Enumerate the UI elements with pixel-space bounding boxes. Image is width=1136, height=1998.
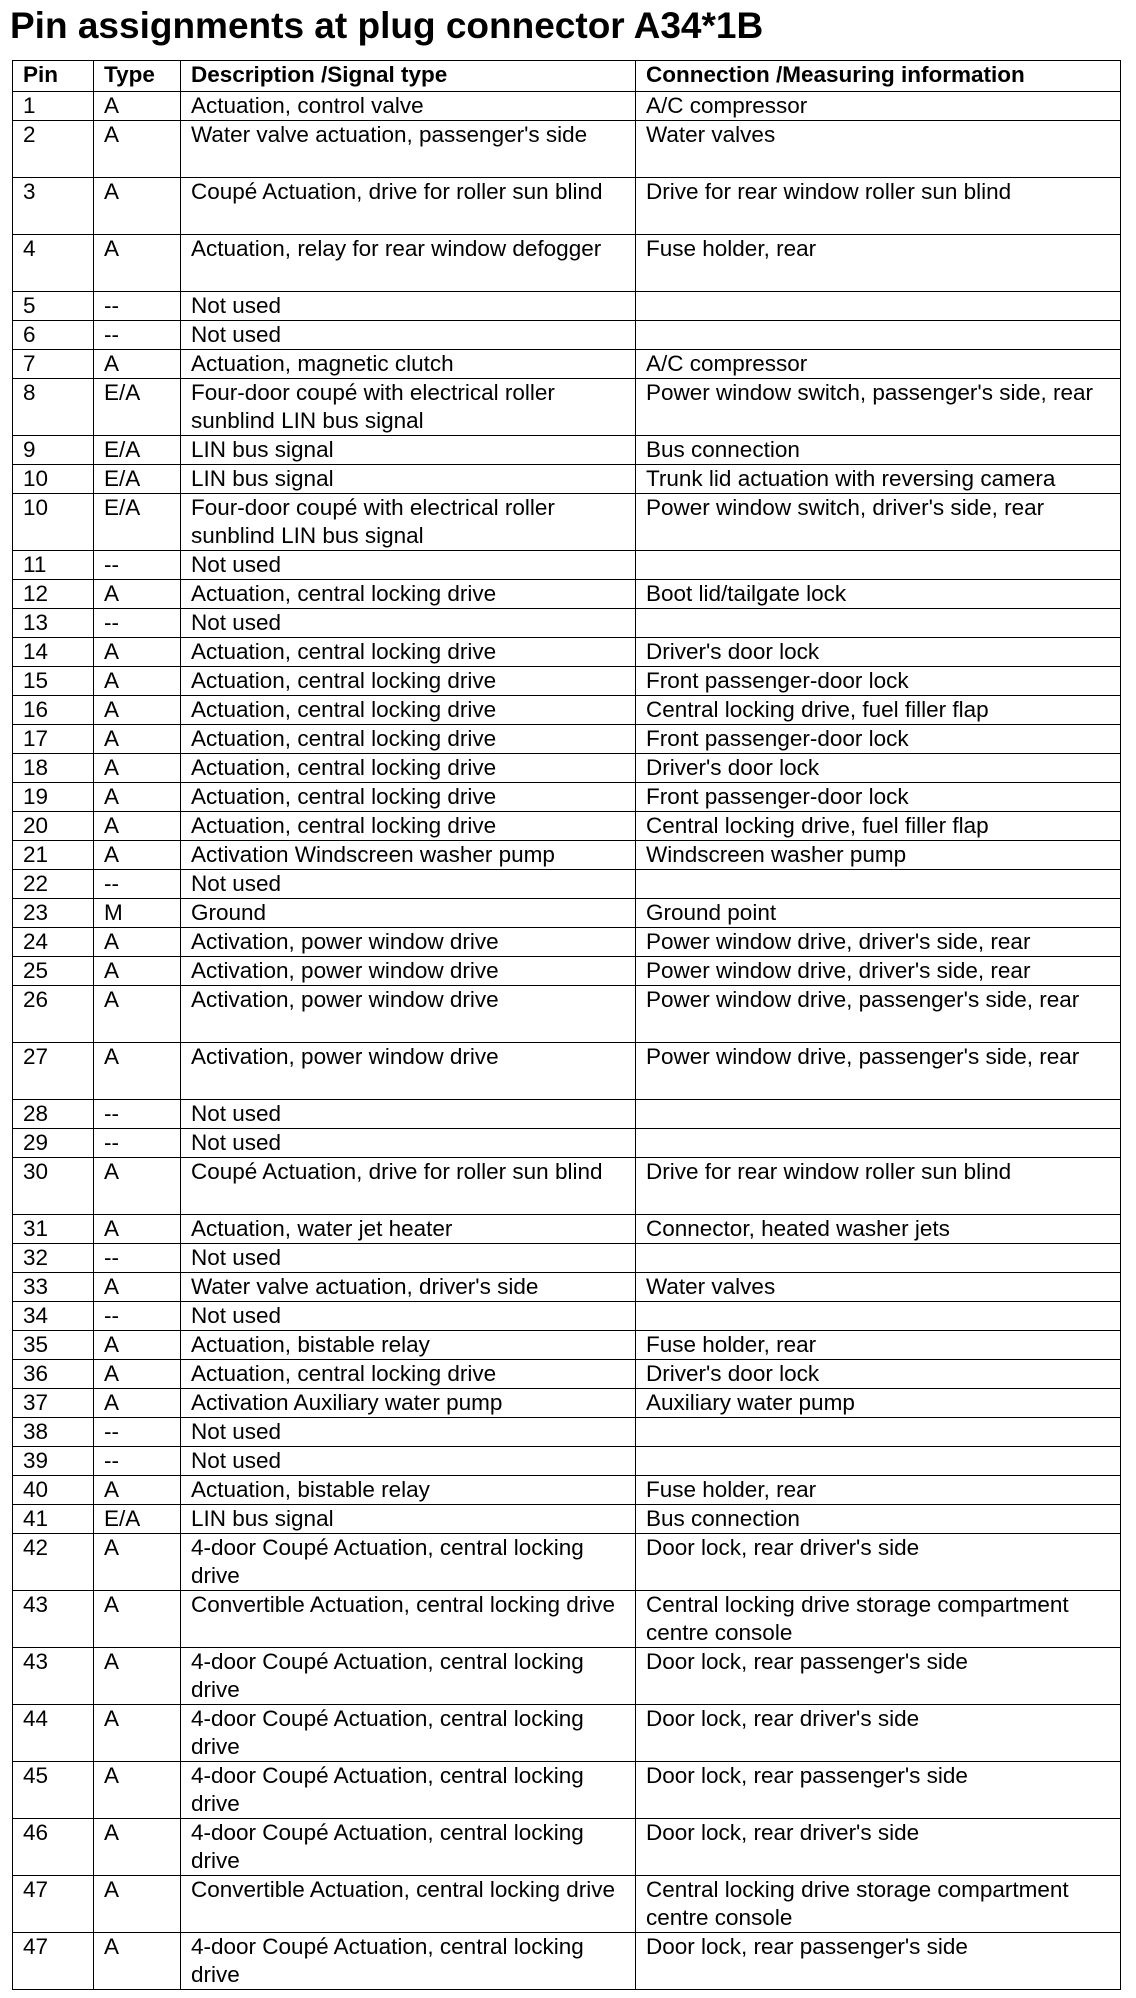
table-row (13, 1591, 1121, 1648)
cell-connection: Power window drive, passenger's side, rear (636, 1043, 1121, 1100)
table-row (13, 1505, 1121, 1534)
cell-pin: 25 (13, 957, 94, 986)
pin-assignment-table (12, 60, 1121, 1990)
cell-connection (636, 1302, 1121, 1331)
cell-description: Convertible Actuation, central locking drive (181, 1876, 636, 1933)
cell-pin: 20 (13, 812, 94, 841)
cell-description: Four-door coupé with electrical roller sunblind LIN bus signal (181, 379, 636, 436)
cell-description: Activation Auxiliary water pump (181, 1389, 636, 1418)
table-row (13, 1100, 1121, 1129)
cell-pin: 1 (13, 92, 94, 121)
cell-description: Actuation, control valve (181, 92, 636, 121)
cell-description: Four-door coupé with electrical roller sunblind LIN bus signal (181, 494, 636, 551)
cell-description: Not used (181, 1302, 636, 1331)
cell-connection (636, 609, 1121, 638)
cell-description: Actuation, magnetic clutch (181, 350, 636, 379)
table-row (13, 551, 1121, 580)
table-row (13, 957, 1121, 986)
cell-connection: Auxiliary water pump (636, 1389, 1121, 1418)
cell-description: Not used (181, 1447, 636, 1476)
cell-type: -- (94, 1302, 181, 1331)
table-row (13, 667, 1121, 696)
table-row (13, 1129, 1121, 1158)
cell-pin: 21 (13, 841, 94, 870)
table-row (13, 321, 1121, 350)
cell-type: A (94, 1043, 181, 1100)
cell-type: -- (94, 1244, 181, 1273)
cell-description: Actuation, relay for rear window defogger (181, 235, 636, 292)
table-row (13, 899, 1121, 928)
cell-pin: 32 (13, 1244, 94, 1273)
cell-pin: 30 (13, 1158, 94, 1215)
table-row (13, 986, 1121, 1043)
cell-pin: 5 (13, 292, 94, 321)
cell-pin: 43 (13, 1648, 94, 1705)
cell-type: A (94, 696, 181, 725)
cell-type: A (94, 638, 181, 667)
cell-pin: 41 (13, 1505, 94, 1534)
cell-connection: Boot lid/tailgate lock (636, 580, 1121, 609)
cell-pin: 9 (13, 436, 94, 465)
cell-description: 4-door Coupé Actuation, central locking drive (181, 1762, 636, 1819)
cell-connection (636, 321, 1121, 350)
cell-connection: Windscreen washer pump (636, 841, 1121, 870)
cell-pin: 15 (13, 667, 94, 696)
cell-connection: Front passenger-door lock (636, 725, 1121, 754)
cell-type: A (94, 667, 181, 696)
cell-type: A (94, 1648, 181, 1705)
cell-description: Actuation, central locking drive (181, 783, 636, 812)
cell-connection: Trunk lid actuation with reversing camera (636, 465, 1121, 494)
cell-description: Not used (181, 609, 636, 638)
cell-connection: Driver's door lock (636, 754, 1121, 783)
cell-connection: Fuse holder, rear (636, 1476, 1121, 1505)
cell-type: A (94, 1876, 181, 1933)
cell-pin: 16 (13, 696, 94, 725)
cell-connection: Water valves (636, 1273, 1121, 1302)
cell-description: Actuation, central locking drive (181, 638, 636, 667)
cell-description: LIN bus signal (181, 1505, 636, 1534)
table-row (13, 783, 1121, 812)
cell-type: A (94, 1158, 181, 1215)
cell-type: A (94, 1933, 181, 1990)
cell-description: Not used (181, 1418, 636, 1447)
cell-type: A (94, 178, 181, 235)
table-body (13, 92, 1121, 1990)
cell-connection: Ground point (636, 899, 1121, 928)
cell-pin: 14 (13, 638, 94, 667)
table-row (13, 292, 1121, 321)
cell-connection: Bus connection (636, 436, 1121, 465)
cell-connection: Power window drive, driver's side, rear (636, 928, 1121, 957)
cell-type: A (94, 235, 181, 292)
table-row (13, 350, 1121, 379)
cell-connection: Door lock, rear passenger's side (636, 1762, 1121, 1819)
cell-connection: Door lock, rear driver's side (636, 1819, 1121, 1876)
cell-connection: Driver's door lock (636, 1360, 1121, 1389)
table-row (13, 609, 1121, 638)
cell-type: -- (94, 1129, 181, 1158)
cell-type: A (94, 1389, 181, 1418)
table-row (13, 1534, 1121, 1591)
table-row (13, 1476, 1121, 1505)
table-row (13, 870, 1121, 899)
table-row (13, 494, 1121, 551)
table-row (13, 928, 1121, 957)
cell-pin: 45 (13, 1762, 94, 1819)
cell-type: E/A (94, 436, 181, 465)
cell-type: A (94, 812, 181, 841)
cell-description: Actuation, bistable relay (181, 1476, 636, 1505)
table-row (13, 580, 1121, 609)
cell-pin: 47 (13, 1933, 94, 1990)
cell-type: -- (94, 551, 181, 580)
cell-description: Actuation, central locking drive (181, 812, 636, 841)
cell-connection: Connector, heated washer jets (636, 1215, 1121, 1244)
cell-type: -- (94, 321, 181, 350)
cell-connection: Central locking drive, fuel filler flap (636, 812, 1121, 841)
column-header-connection: Connection /Measuring information (636, 61, 1121, 92)
cell-connection (636, 551, 1121, 580)
table-row (13, 812, 1121, 841)
cell-connection: Power window switch, passenger's side, rear (636, 379, 1121, 436)
cell-description: Actuation, bistable relay (181, 1331, 636, 1360)
page-title: Pin assignments at plug connector A34*1B (10, 5, 764, 46)
cell-type: A (94, 580, 181, 609)
cell-pin: 40 (13, 1476, 94, 1505)
cell-pin: 19 (13, 783, 94, 812)
cell-description: 4-door Coupé Actuation, central locking drive (181, 1648, 636, 1705)
cell-pin: 44 (13, 1705, 94, 1762)
cell-pin: 29 (13, 1129, 94, 1158)
table-row (13, 1043, 1121, 1100)
cell-type: M (94, 899, 181, 928)
cell-description: Actuation, central locking drive (181, 696, 636, 725)
cell-connection (636, 1100, 1121, 1129)
cell-pin: 43 (13, 1591, 94, 1648)
cell-connection: Driver's door lock (636, 638, 1121, 667)
table-row (13, 92, 1121, 121)
cell-type: -- (94, 609, 181, 638)
cell-connection (636, 1418, 1121, 1447)
cell-type: -- (94, 292, 181, 321)
cell-description: Water valve actuation, passenger's side (181, 121, 636, 178)
cell-description: Not used (181, 321, 636, 350)
cell-pin: 17 (13, 725, 94, 754)
cell-description: Activation, power window drive (181, 1043, 636, 1100)
cell-description: Activation, power window drive (181, 986, 636, 1043)
table-row (13, 235, 1121, 292)
cell-connection: Door lock, rear driver's side (636, 1705, 1121, 1762)
table-row (13, 725, 1121, 754)
table-row (13, 1273, 1121, 1302)
cell-connection: Power window drive, passenger's side, rear (636, 986, 1121, 1043)
cell-description: Actuation, water jet heater (181, 1215, 636, 1244)
cell-description: Coupé Actuation, drive for roller sun blind (181, 1158, 636, 1215)
cell-connection: Door lock, rear passenger's side (636, 1648, 1121, 1705)
cell-description: Not used (181, 870, 636, 899)
cell-connection: A/C compressor (636, 92, 1121, 121)
table-row (13, 121, 1121, 178)
cell-pin: 6 (13, 321, 94, 350)
cell-connection: A/C compressor (636, 350, 1121, 379)
cell-type: A (94, 1273, 181, 1302)
cell-connection: Fuse holder, rear (636, 1331, 1121, 1360)
cell-connection (636, 870, 1121, 899)
cell-type: -- (94, 870, 181, 899)
cell-description: Not used (181, 1129, 636, 1158)
cell-type: A (94, 841, 181, 870)
cell-type: E/A (94, 379, 181, 436)
table-row (13, 1215, 1121, 1244)
cell-description: Activation Windscreen washer pump (181, 841, 636, 870)
table-row (13, 638, 1121, 667)
cell-description: Coupé Actuation, drive for roller sun blind (181, 178, 636, 235)
table-row (13, 1933, 1121, 1990)
table-row (13, 1331, 1121, 1360)
cell-pin: 3 (13, 178, 94, 235)
cell-connection (636, 1129, 1121, 1158)
cell-connection: Central locking drive storage compartment centre console (636, 1591, 1121, 1648)
table-row (13, 1876, 1121, 1933)
column-header-type: Type (94, 61, 181, 92)
cell-description: Water valve actuation, driver's side (181, 1273, 636, 1302)
table-row (13, 436, 1121, 465)
cell-type: A (94, 986, 181, 1043)
table-row (13, 754, 1121, 783)
cell-description: LIN bus signal (181, 465, 636, 494)
cell-connection: Fuse holder, rear (636, 235, 1121, 292)
cell-description: Actuation, central locking drive (181, 580, 636, 609)
cell-description: 4-door Coupé Actuation, central locking drive (181, 1933, 636, 1990)
cell-type: -- (94, 1418, 181, 1447)
table-row (13, 1819, 1121, 1876)
cell-pin: 39 (13, 1447, 94, 1476)
cell-type: -- (94, 1447, 181, 1476)
cell-connection: Central locking drive, fuel filler flap (636, 696, 1121, 725)
cell-type: A (94, 783, 181, 812)
cell-description: Not used (181, 551, 636, 580)
cell-pin: 34 (13, 1302, 94, 1331)
cell-description: Not used (181, 1244, 636, 1273)
table-row (13, 1418, 1121, 1447)
cell-type: A (94, 1476, 181, 1505)
cell-pin: 33 (13, 1273, 94, 1302)
cell-pin: 2 (13, 121, 94, 178)
cell-connection: Central locking drive storage compartment centre console (636, 1876, 1121, 1933)
cell-pin: 38 (13, 1418, 94, 1447)
cell-type: A (94, 1331, 181, 1360)
cell-connection: Drive for rear window roller sun blind (636, 178, 1121, 235)
cell-type: A (94, 1534, 181, 1591)
cell-type: E/A (94, 494, 181, 551)
cell-connection: Power window switch, driver's side, rear (636, 494, 1121, 551)
cell-type: A (94, 754, 181, 783)
cell-pin: 11 (13, 551, 94, 580)
cell-pin: 12 (13, 580, 94, 609)
cell-pin: 42 (13, 1534, 94, 1591)
table-row (13, 1648, 1121, 1705)
cell-pin: 10 (13, 494, 94, 551)
cell-pin: 26 (13, 986, 94, 1043)
cell-pin: 28 (13, 1100, 94, 1129)
cell-connection: Water valves (636, 121, 1121, 178)
table-row (13, 379, 1121, 436)
cell-type: A (94, 957, 181, 986)
cell-description: Not used (181, 292, 636, 321)
cell-type: A (94, 928, 181, 957)
cell-connection (636, 1244, 1121, 1273)
cell-pin: 4 (13, 235, 94, 292)
table-row (13, 1447, 1121, 1476)
cell-description: Activation, power window drive (181, 928, 636, 957)
cell-description: 4-door Coupé Actuation, central locking drive (181, 1819, 636, 1876)
cell-type: A (94, 725, 181, 754)
table-row (13, 1302, 1121, 1331)
column-header-pin: Pin (13, 61, 94, 92)
cell-description: Actuation, central locking drive (181, 667, 636, 696)
cell-pin: 8 (13, 379, 94, 436)
cell-pin: 36 (13, 1360, 94, 1389)
cell-type: A (94, 1705, 181, 1762)
cell-connection: Door lock, rear driver's side (636, 1534, 1121, 1591)
cell-description: Actuation, central locking drive (181, 754, 636, 783)
table-row (13, 178, 1121, 235)
cell-type: A (94, 1591, 181, 1648)
cell-pin: 22 (13, 870, 94, 899)
cell-type: A (94, 1762, 181, 1819)
cell-description: Convertible Actuation, central locking drive (181, 1591, 636, 1648)
table-row (13, 465, 1121, 494)
table-row (13, 1360, 1121, 1389)
cell-connection: Front passenger-door lock (636, 667, 1121, 696)
cell-pin: 7 (13, 350, 94, 379)
cell-pin: 24 (13, 928, 94, 957)
cell-connection: Door lock, rear passenger's side (636, 1933, 1121, 1990)
table-row (13, 1244, 1121, 1273)
cell-pin: 10 (13, 465, 94, 494)
cell-pin: 35 (13, 1331, 94, 1360)
table-header-row (13, 61, 1121, 92)
cell-pin: 47 (13, 1876, 94, 1933)
cell-type: A (94, 1819, 181, 1876)
cell-description: Actuation, central locking drive (181, 725, 636, 754)
cell-pin: 31 (13, 1215, 94, 1244)
cell-type: A (94, 350, 181, 379)
cell-connection: Drive for rear window roller sun blind (636, 1158, 1121, 1215)
table-row (13, 696, 1121, 725)
cell-type: A (94, 1215, 181, 1244)
cell-description: 4-door Coupé Actuation, central locking drive (181, 1534, 636, 1591)
cell-pin: 46 (13, 1819, 94, 1876)
cell-type: A (94, 1360, 181, 1389)
cell-type: A (94, 121, 181, 178)
cell-description: Actuation, central locking drive (181, 1360, 636, 1389)
table-row (13, 1762, 1121, 1819)
cell-pin: 27 (13, 1043, 94, 1100)
cell-type: A (94, 92, 181, 121)
table-row (13, 1389, 1121, 1418)
cell-connection (636, 1447, 1121, 1476)
cell-connection: Power window drive, driver's side, rear (636, 957, 1121, 986)
cell-connection (636, 292, 1121, 321)
cell-pin: 37 (13, 1389, 94, 1418)
cell-connection: Bus connection (636, 1505, 1121, 1534)
cell-description: Activation, power window drive (181, 957, 636, 986)
cell-type: E/A (94, 1505, 181, 1534)
cell-pin: 13 (13, 609, 94, 638)
cell-pin: 23 (13, 899, 94, 928)
cell-description: 4-door Coupé Actuation, central locking drive (181, 1705, 636, 1762)
cell-pin: 18 (13, 754, 94, 783)
table-row (13, 1705, 1121, 1762)
column-header-description: Description /Signal type (181, 61, 636, 92)
cell-description: Ground (181, 899, 636, 928)
cell-type: E/A (94, 465, 181, 494)
cell-description: LIN bus signal (181, 436, 636, 465)
table-row (13, 841, 1121, 870)
cell-description: Not used (181, 1100, 636, 1129)
table-row (13, 1158, 1121, 1215)
cell-type: -- (94, 1100, 181, 1129)
cell-connection: Front passenger-door lock (636, 783, 1121, 812)
